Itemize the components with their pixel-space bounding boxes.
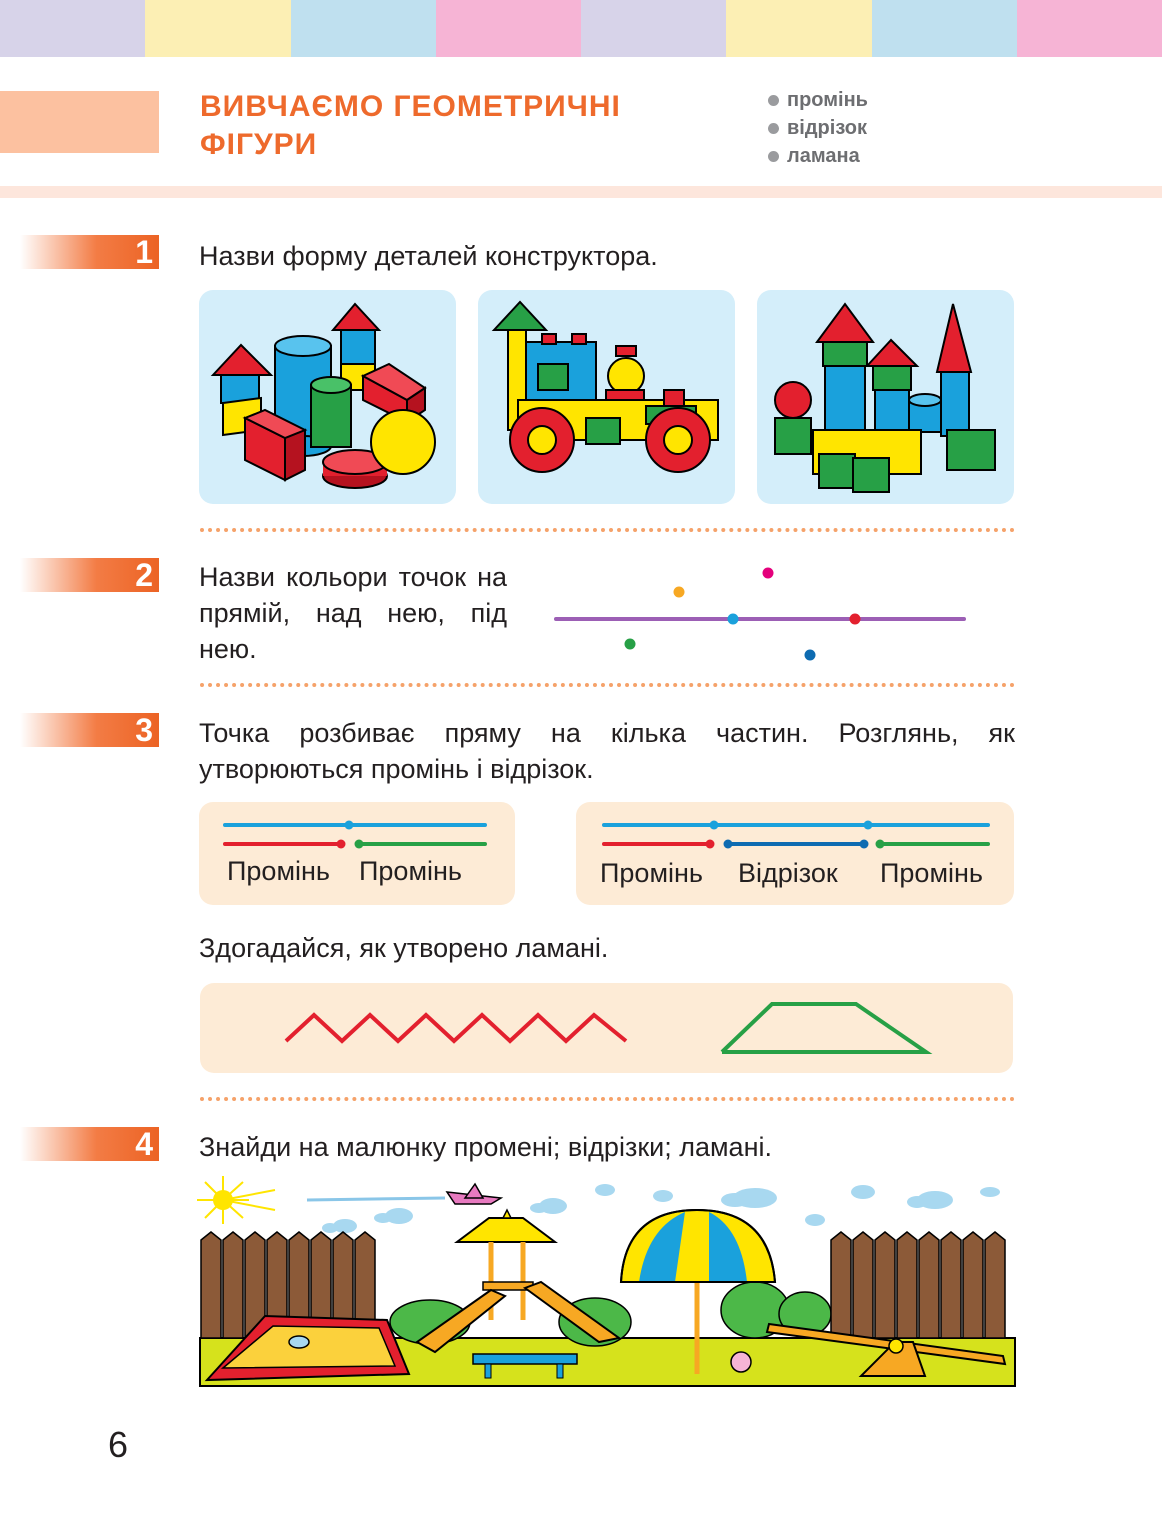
task-number: 1 (135, 234, 153, 270)
rays-diagram (199, 802, 515, 905)
section-divider (200, 1097, 1015, 1101)
topic-item (768, 86, 868, 114)
task-number: 3 (135, 712, 153, 748)
red-point (850, 614, 861, 625)
section-divider (200, 683, 1015, 687)
stripe (726, 0, 871, 57)
topic-item (768, 142, 868, 170)
toy-vehicle-illustration (478, 290, 735, 504)
green-point (625, 639, 636, 650)
page-number: 6 (108, 1424, 129, 1465)
ray-segment-example-box (576, 802, 1014, 905)
topics-list (768, 86, 868, 170)
stripe (1017, 0, 1162, 57)
stripe (291, 0, 436, 57)
construction-blocks-picture-3 (757, 290, 1014, 504)
magenta-point (763, 568, 774, 579)
bullet-icon (768, 151, 779, 162)
ray-label: Промінь (600, 858, 703, 888)
playground-illustration (195, 1170, 1020, 1392)
blocks-illustration (199, 290, 456, 504)
zigzag-polyline (286, 1015, 626, 1041)
polylines-box (200, 983, 1013, 1073)
section-divider (200, 528, 1015, 532)
task-number: 2 (135, 557, 153, 593)
ray-segment-diagram (576, 802, 1014, 905)
stripe (872, 0, 1017, 57)
toy-castle-illustration (757, 290, 1014, 504)
bullet-icon (768, 123, 779, 134)
task-1-text: Назви форму деталей конструктора. (199, 241, 658, 271)
topic-label: відрізок (787, 117, 867, 139)
header-accent-bar (0, 91, 159, 153)
construction-blocks-picture-1 (199, 290, 456, 504)
ray-label: Промінь (880, 858, 983, 888)
ray-label: Промінь (227, 856, 330, 886)
task-number-badge (20, 235, 159, 269)
task-4-text: Знайди на малюнку промені; відрізки; ламані. (199, 1132, 772, 1162)
top-color-stripes (0, 0, 1162, 57)
stripe (0, 0, 145, 57)
light-blue-point (728, 614, 739, 625)
page-title: ВИВЧАЄМО ГЕОМЕТРИЧНІ ФІГУРИ (200, 90, 621, 161)
segment-label: Відрізок (738, 858, 838, 888)
rays-example-box (199, 802, 515, 905)
closed-polyline (722, 1004, 926, 1052)
topic-label: промінь (787, 89, 868, 111)
stripe (436, 0, 581, 57)
task-number-badge (20, 1127, 159, 1161)
task-3-subtext: Здогадайся, як утворено ламані. (199, 933, 609, 963)
task-2-text: Назви кольори точок на прямій, над нею, під нею. (199, 562, 507, 664)
polylines-diagram (200, 983, 1013, 1073)
stripe (581, 0, 726, 57)
task-number-badge (20, 558, 159, 592)
ray-label: Промінь (359, 856, 462, 886)
topic-item (768, 114, 868, 142)
construction-blocks-picture-2 (478, 290, 735, 504)
task-number-badge (20, 713, 159, 747)
task-number: 4 (135, 1126, 153, 1162)
header-divider (0, 186, 1162, 198)
line-with-points (550, 560, 970, 670)
orange-point (674, 587, 685, 598)
bullet-icon (768, 95, 779, 106)
topic-label: ламана (787, 145, 860, 167)
dark-blue-point (805, 650, 816, 661)
stripe (145, 0, 290, 57)
task-3-text: Точка розбиває пряму на кілька частин. Розглянь, як утворюються промінь і відрізок. (199, 718, 1015, 784)
